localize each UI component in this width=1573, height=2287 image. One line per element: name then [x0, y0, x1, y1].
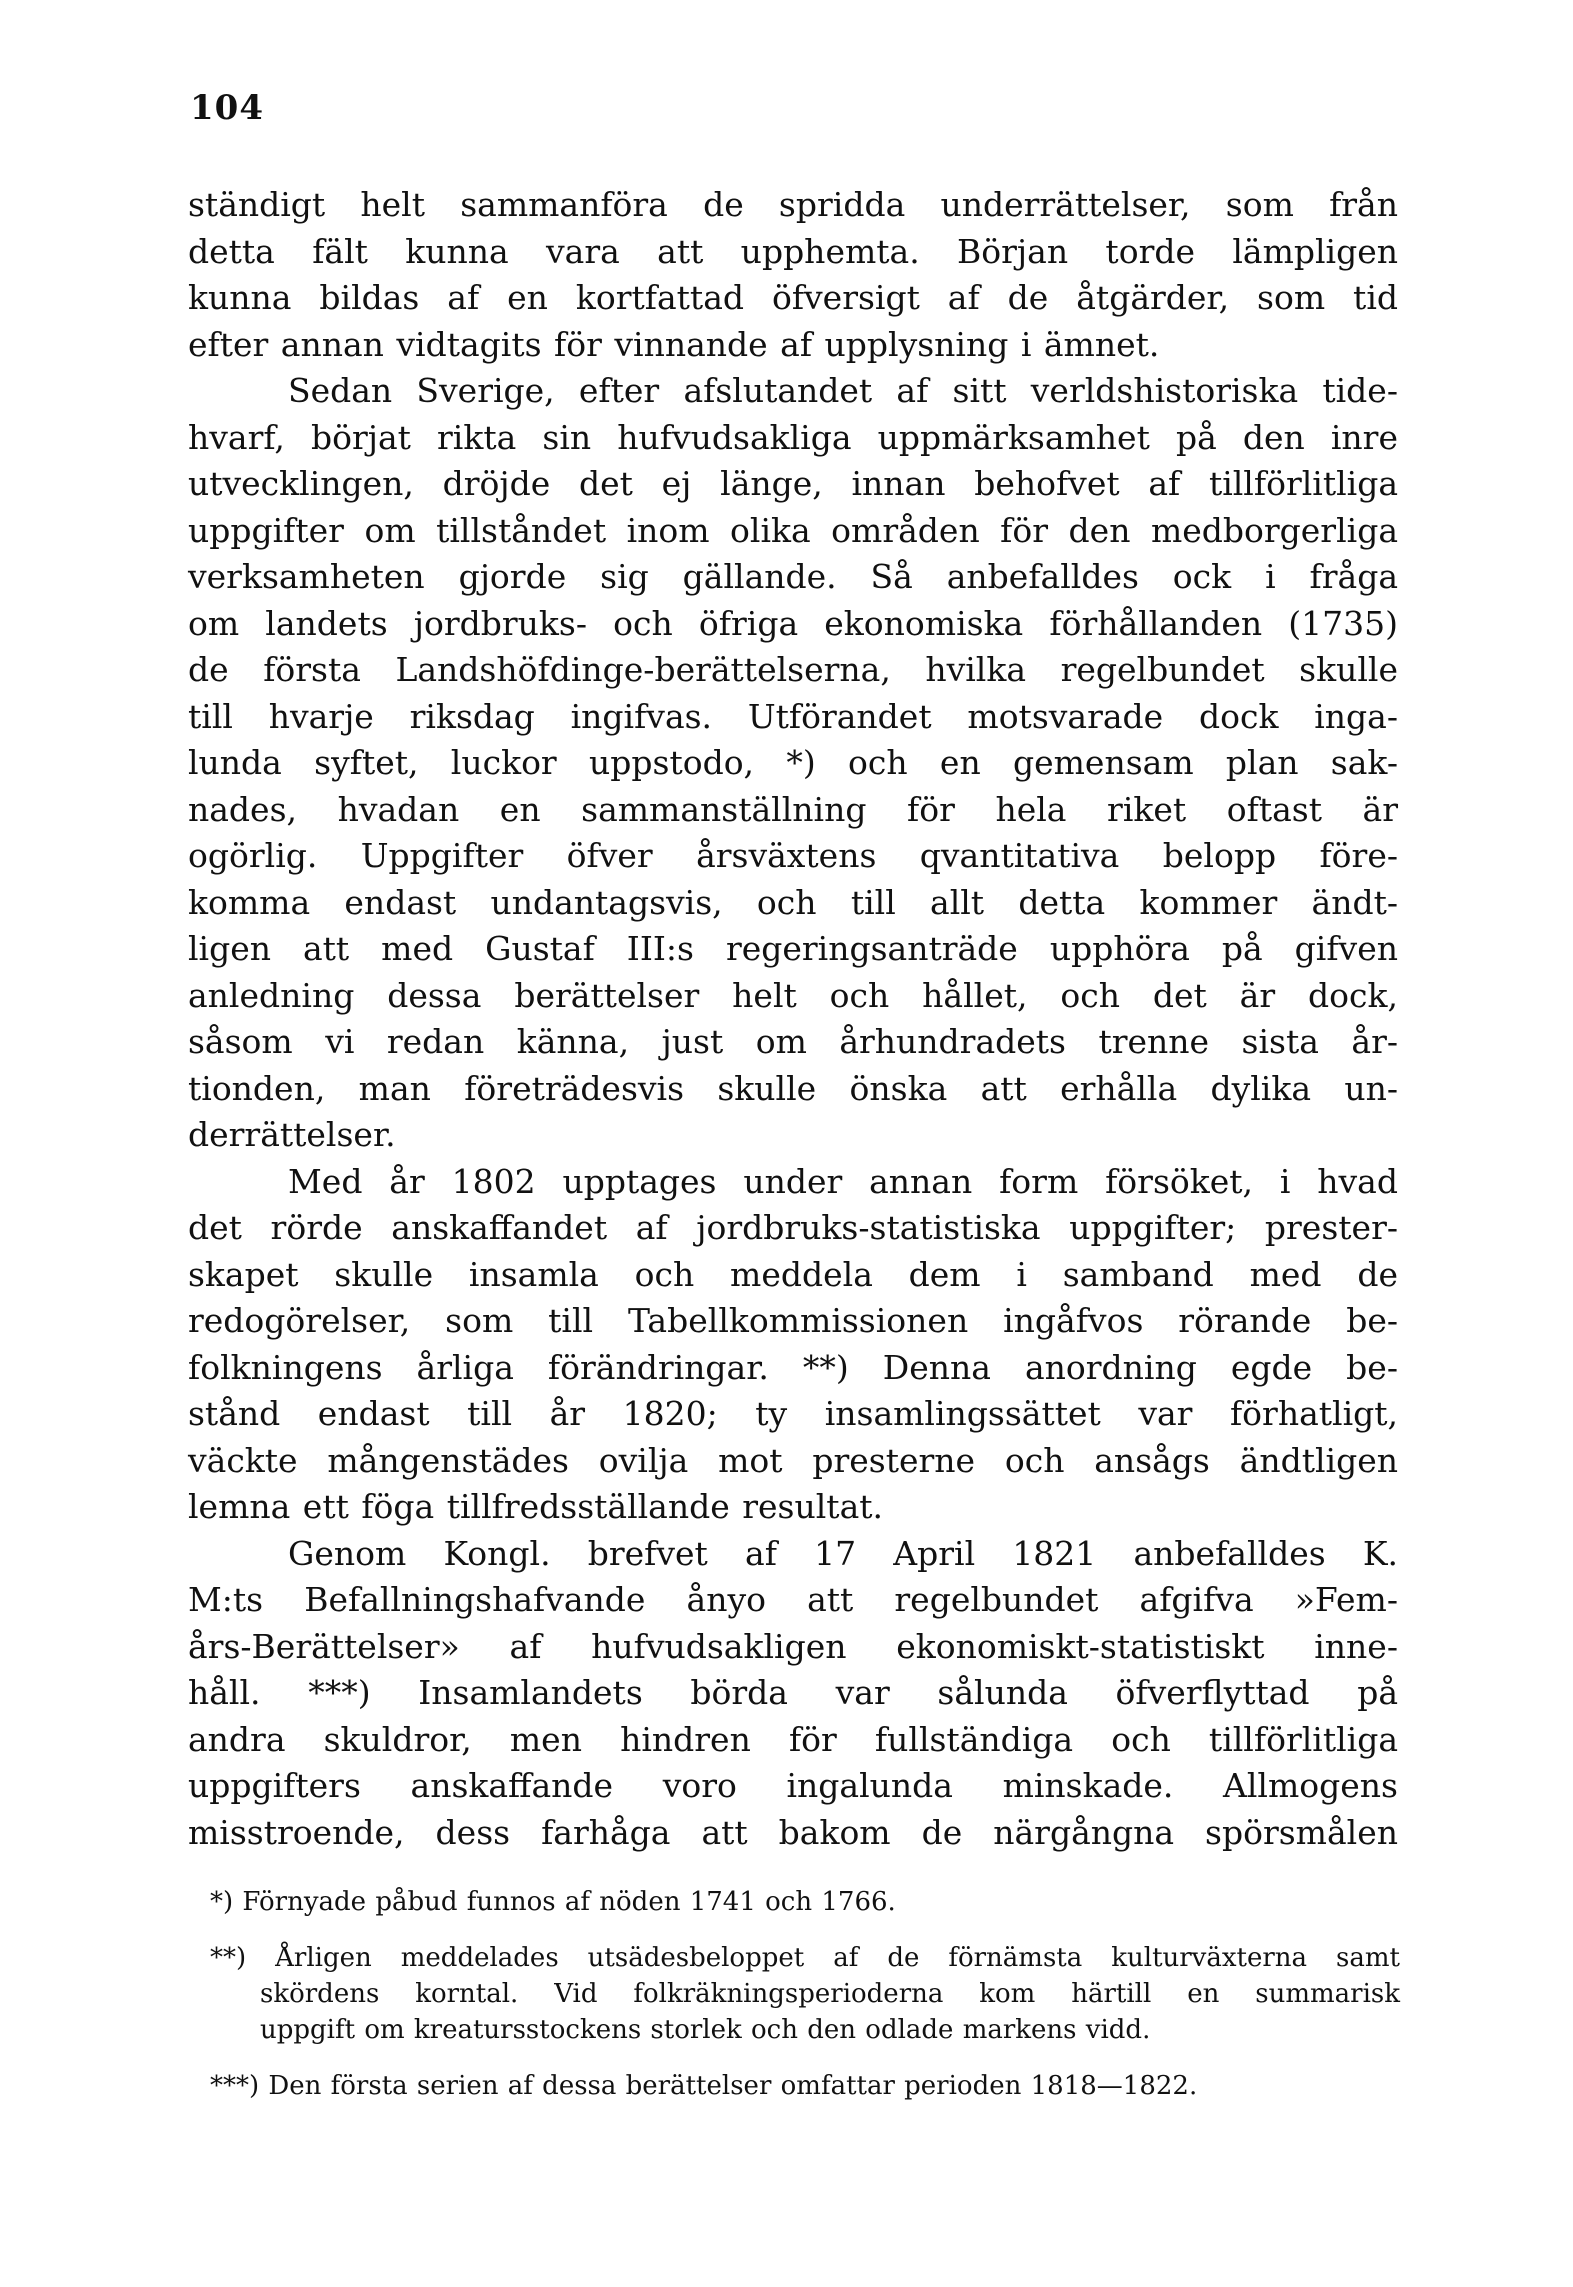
footnote-2-continued: uppgift om kreatursstockens storlek och den odlade markens vidd. — [260, 2015, 1151, 2045]
text-line: det rörde anskaffandet af jordbruks-statistiska uppgifter; prester- — [188, 1208, 1398, 1247]
text-line: skapet skulle insamla och meddela dem i samband med de — [188, 1254, 1398, 1294]
text-line: misstroende, dess farhåga att bakom de närgångna spörsmålen — [188, 1812, 1398, 1852]
text-line: såsom vi redan känna, just om århundradets trenne sista år- — [188, 1022, 1398, 1061]
footnote-1: *) Förnyade påbud funnos af nöden 1741 och 1766. — [210, 1887, 896, 1917]
text-line: folkningens årliga förändringar. **) Denna anordning egde be- — [188, 1347, 1398, 1387]
text-line: nades, hvadan en sammanställning för hela riket oftast är — [188, 789, 1398, 829]
text-line: tionden, man företrädesvis skulle önska att erhålla dylika un- — [188, 1068, 1398, 1108]
text-line: derrättelser. — [188, 1115, 396, 1154]
text-line: väckte mångenstädes ovilja mot presterne och ansågs ändtligen — [188, 1440, 1398, 1480]
text-line: Genom Kongl. brefvet af 17 April 1821 anbefalldes K. — [288, 1533, 1398, 1573]
text-line: M:ts Befallningshafvande ånyo att regelbundet afgifva »Fem- — [188, 1580, 1398, 1619]
text-line: Sedan Sverige, efter afslutandet af sitt verldshistoriska tide- — [288, 371, 1398, 410]
text-line: Med år 1802 upptages under annan form försöket, i hvad — [288, 1161, 1398, 1201]
text-line: andra skuldror, men hindren för fullständiga och tillförlitliga — [188, 1719, 1398, 1759]
text-line: de första Landshöfdinge-berättelserna, hvilka regelbundet skulle — [188, 650, 1398, 689]
footnote-2: **) Årligen meddelades utsädesbeloppet af de förnämsta kulturväxterna samt — [210, 1943, 1400, 1973]
text-line: om landets jordbruks- och öfriga ekonomiska förhållanden (1735) — [188, 603, 1398, 643]
text-line: uppgifters anskaffande voro ingalunda minskade. Allmogens — [188, 1766, 1398, 1805]
footnote-2-continued: skördens korntal. Vid folkräkningsperioderna kom härtill en summarisk — [260, 1979, 1400, 2009]
text-line: hvarf, börjat rikta sin hufvudsakliga uppmärksamhet på den inre — [188, 417, 1398, 457]
text-line: utvecklingen, dröjde det ej länge, innan behofvet af tillförlitliga — [188, 464, 1398, 503]
text-line: redogörelser, som till Tabellkommissionen ingåfvos rörande be- — [188, 1301, 1398, 1340]
text-line: kunna bildas af en kortfattad öfversigt af de åtgärder, som tid — [188, 278, 1398, 317]
footnotes — [210, 1884, 1400, 2104]
text-line: års-Berättelser» af hufvudsakligen ekonomiskt-statistiskt inne- — [188, 1626, 1398, 1666]
text-line: uppgifter om tillståndet inom olika områden för den medborgerliga — [188, 510, 1398, 550]
text-line: lemna ett föga tillfredsställande resultat. — [188, 1487, 883, 1526]
text-line: stånd endast till år 1820; ty insamlingssättet var förhatligt, — [188, 1394, 1398, 1433]
text-line: lunda syftet, luckor uppstodo, *) och en gemensam plan sak- — [188, 743, 1398, 782]
text-line: ogörlig. Uppgifter öfver årsväxtens qvantitativa belopp före- — [188, 836, 1398, 875]
text-line: verksamheten gjorde sig gällande. Så anbefalldes ock i fråga — [188, 557, 1398, 596]
page-number: 104 — [190, 88, 264, 128]
text-line: ständigt helt sammanföra de spridda underrättelser, som från — [188, 185, 1398, 224]
text-line: till hvarje riksdag ingifvas. Utförandet motsvarade dock inga- — [188, 696, 1398, 736]
text-line: anledning dessa berättelser helt och hållet, och det är dock, — [188, 975, 1398, 1015]
body-text — [188, 182, 1398, 1856]
text-line: håll. ***) Insamlandets börda var sålunda öfverflyttad på — [188, 1673, 1398, 1712]
text-line: efter annan vidtagits för vinnande af upplysning i ämnet. — [188, 324, 1160, 364]
footnote-3: ***) Den första serien af dessa berättelser omfattar perioden 1818—1822. — [210, 2071, 1198, 2101]
text-line: detta fält kunna vara att upphemta. Början torde lämpligen — [188, 231, 1398, 271]
text-line: komma endast undantagsvis, och till allt detta kommer ändt- — [188, 882, 1398, 922]
text-line: ligen att med Gustaf III:s regeringsanträde upphöra på gifven — [188, 929, 1398, 968]
